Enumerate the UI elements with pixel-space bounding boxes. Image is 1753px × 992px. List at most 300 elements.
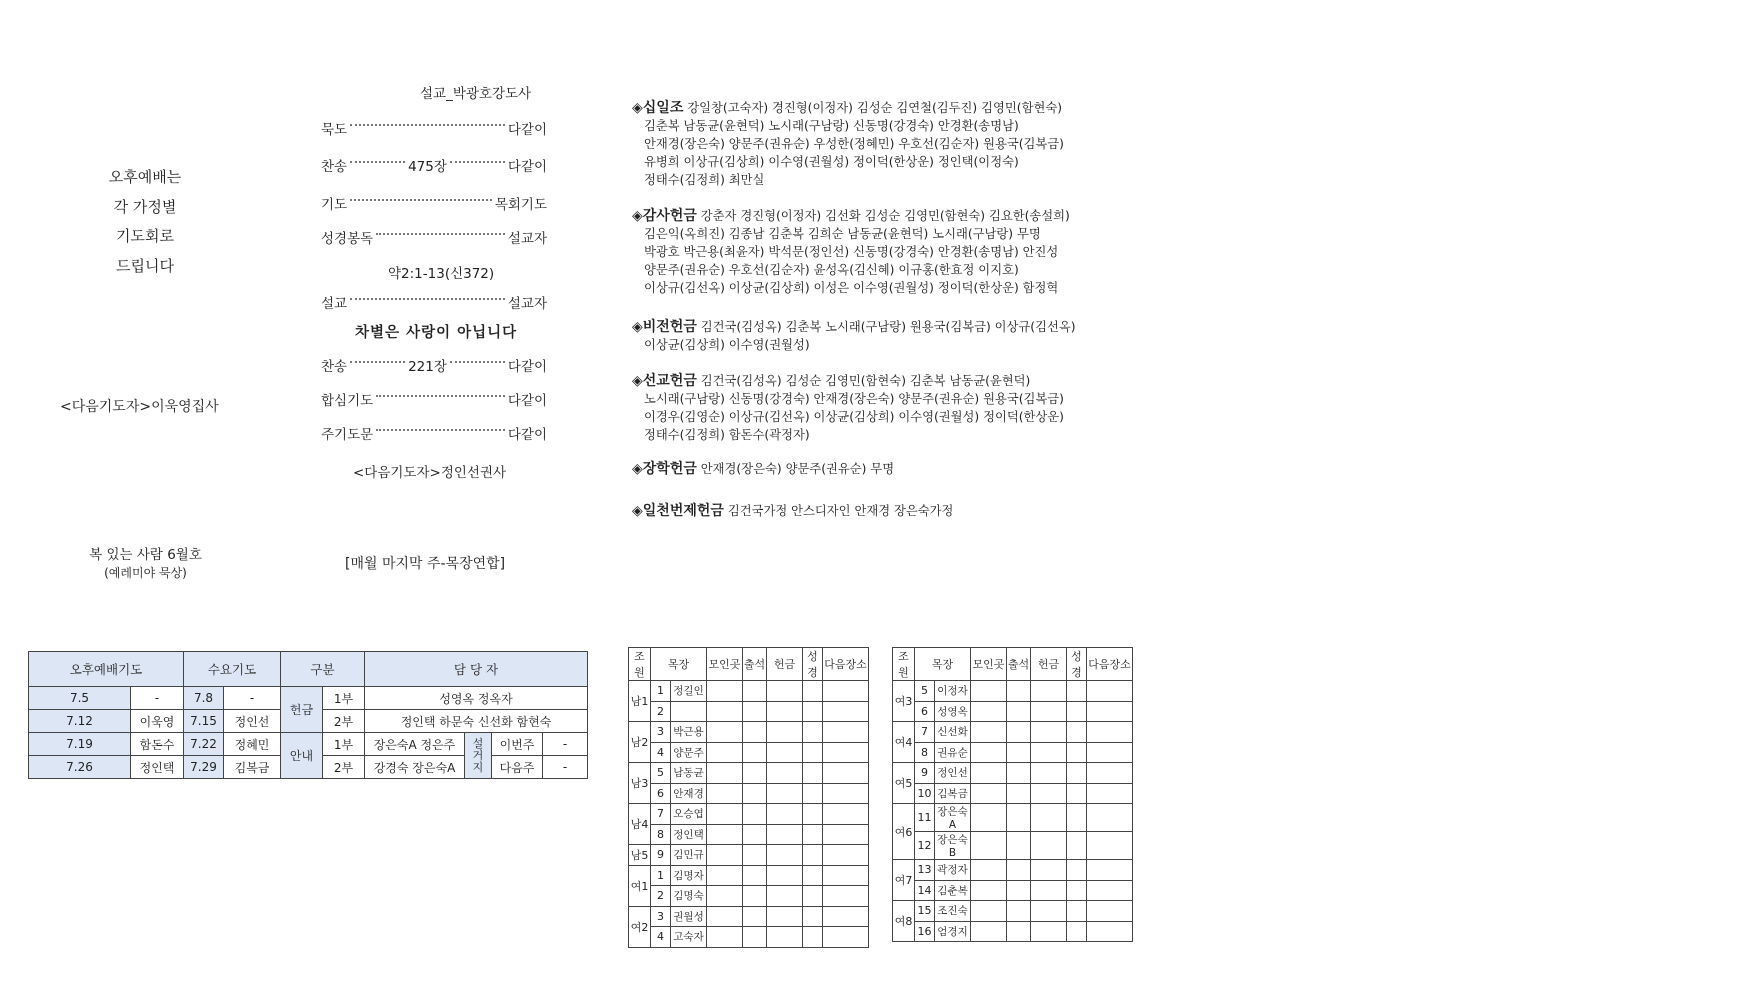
member-number: 6 (915, 701, 935, 722)
empty-cell (743, 783, 767, 804)
empty-cell (707, 804, 743, 825)
next-prayer-leader: <다음기도자>정인선권사 (353, 465, 507, 481)
service-item-label: 설교 (321, 296, 348, 312)
empty-cell (823, 742, 869, 763)
member-name (671, 701, 707, 722)
offering-block (632, 502, 1152, 520)
member-name: 곽정자 (935, 860, 971, 881)
week-label: 이번주 (492, 733, 543, 756)
empty-cell (767, 865, 803, 886)
member-name: 양문주 (671, 742, 707, 763)
date-cell: 7.8 (184, 687, 224, 710)
preacher-label: 설교_박광호강도사 (420, 86, 532, 102)
empty-cell (1007, 763, 1031, 784)
guide-duty-2: 강경숙 장은숙A (365, 756, 465, 779)
empty-cell (1007, 832, 1031, 860)
offering-names: 안재경(장은숙) 양문주(권유순) 무명 (700, 462, 895, 476)
table-row (893, 722, 1133, 743)
empty-cell (1067, 742, 1087, 763)
empty-cell (1067, 783, 1087, 804)
empty-cell (971, 783, 1007, 804)
offering-line (632, 408, 1152, 426)
member-name: 장은숙A (935, 804, 971, 832)
offering-block (632, 318, 1152, 354)
member-number: 5 (651, 763, 671, 784)
empty-cell (767, 783, 803, 804)
offering-line (632, 207, 1152, 225)
empty-cell (1031, 804, 1067, 832)
offering-names: 이경우(김영순) 이상규(김선옥) 이상균(김상희) 이수영(권월성) 정이덕(한상운) (644, 410, 1064, 424)
group-cell: 여2 (629, 906, 651, 947)
empty-cell (971, 763, 1007, 784)
empty-cell (767, 824, 803, 845)
service-item (321, 227, 547, 247)
empty-cell (971, 742, 1007, 763)
empty-cell (1087, 804, 1133, 832)
offering-names: 정태수(김정희) 함돈수(곽정자) (644, 428, 810, 442)
table-row (629, 906, 869, 927)
member-name: 엄경지 (935, 921, 971, 942)
offering-line (632, 153, 1152, 171)
empty-cell (1067, 832, 1087, 860)
table-row (629, 722, 869, 743)
empty-cell (803, 927, 823, 948)
table-row (893, 921, 1133, 942)
offering-names: 이상규(김선옥) 이상균(김상희) 이성은 이수영(권월성) 정이덕(한상운) 함정혁 (644, 281, 1059, 295)
sermon-title: 차별은 사랑이 아닙니다 (355, 325, 518, 341)
table-row (893, 701, 1133, 722)
service-item-label: 묵도 (321, 122, 348, 138)
date-cell: 7.29 (184, 756, 224, 779)
table-row (629, 763, 869, 784)
member-number: 9 (651, 845, 671, 866)
empty-cell (1087, 880, 1133, 901)
empty-cell (1067, 722, 1087, 743)
service-item-value: 다같이 (507, 159, 547, 175)
empty-cell (823, 681, 869, 702)
empty-cell (1007, 901, 1031, 922)
empty-cell (971, 701, 1007, 722)
group-cell: 남5 (629, 845, 651, 866)
member-name: 정길인 (671, 681, 707, 702)
empty-cell (971, 880, 1007, 901)
duty-table (28, 651, 588, 779)
service-item-label: 기도 (321, 197, 348, 213)
empty-cell (803, 906, 823, 927)
empty-cell (823, 804, 869, 825)
category-guide: 안내 (281, 733, 323, 779)
table-row (893, 832, 1133, 860)
offering-names: 강춘자 경진형(이정자) 김선화 김성순 김영민(함현숙) 김요한(송설희) (700, 209, 1070, 223)
dot-leader (350, 298, 505, 300)
offering-line (632, 225, 1152, 243)
attendance-table-right (892, 647, 1133, 942)
member-number: 1 (651, 865, 671, 886)
empty-cell (1067, 921, 1087, 942)
date-cell: 7.15 (184, 710, 224, 733)
member-number: 12 (915, 832, 935, 860)
offering-line (632, 171, 1152, 189)
dot-leader (350, 361, 405, 363)
empty-cell (1031, 832, 1067, 860)
empty-cell (767, 927, 803, 948)
name-cell: 정혜민 (224, 733, 281, 756)
offering-heading: ◈선교헌금 (632, 373, 697, 389)
table-row (893, 742, 1133, 763)
offering-block (632, 99, 1152, 189)
group-cell: 남3 (629, 763, 651, 804)
empty-cell (707, 783, 743, 804)
offering-names: 노시래(구남랑) 신동명(강경숙) 안재경(장은숙) 양문주(권유순) 원용국(김복금) (644, 392, 1064, 406)
part-cell: 1부 (323, 687, 365, 710)
offering-heading: ◈비전헌금 (632, 319, 697, 335)
member-name: 김명자 (671, 865, 707, 886)
service-item (321, 423, 547, 443)
service-item-value: 다같이 (507, 359, 547, 375)
empty-cell (971, 860, 1007, 881)
empty-cell (707, 742, 743, 763)
name-cell: 김복금 (224, 756, 281, 779)
offering-line (632, 336, 1152, 354)
member-number: 5 (915, 681, 935, 702)
member-number: 14 (915, 880, 935, 901)
offering-names: 김춘복 남동균(윤현덕) 노시래(구남랑) 신동명(강경숙) 안경환(송명남) (644, 119, 1019, 133)
empty-cell (971, 722, 1007, 743)
attendance-header: 다음장소 (823, 648, 869, 681)
week-label: 다음주 (492, 756, 543, 779)
group-cell: 여4 (893, 722, 915, 763)
empty-cell (823, 763, 869, 784)
offering-names: 박광호 박근용(최윤자) 박석문(정인선) 신동명(강경숙) 안경환(송명남) 안진성 (644, 245, 1059, 259)
service-item (321, 155, 547, 175)
table-row (893, 783, 1133, 804)
attendance-header: 모인곳 (707, 648, 743, 681)
offering-line (632, 318, 1152, 336)
empty-cell (823, 783, 869, 804)
offering-names: 김건국(김성옥) 김춘복 노시래(구남랑) 원용국(김복금) 이상규(김선옥) (700, 320, 1076, 334)
service-item-label: 성경봉독 (321, 231, 374, 247)
empty-cell (1087, 901, 1133, 922)
dot-leader (376, 429, 505, 431)
offering-heading: ◈장학헌금 (632, 461, 697, 477)
table-row (629, 701, 869, 722)
attendance-header-row (893, 648, 1133, 681)
empty-cell (767, 763, 803, 784)
empty-cell (767, 722, 803, 743)
offering-names: 유병희 이상규(김상희) 이수영(권월성) 정이덕(한상운) 정인택(이정숙) (644, 155, 1019, 169)
empty-cell (1031, 701, 1067, 722)
group-cell: 여8 (893, 901, 915, 942)
empty-cell (1007, 783, 1031, 804)
member-number: 4 (651, 927, 671, 948)
member-name: 김복금 (935, 783, 971, 804)
member-number: 2 (651, 886, 671, 907)
offering-line (632, 117, 1152, 135)
dishwashing-label: 설거지 (465, 733, 492, 779)
member-name: 성영옥 (935, 701, 971, 722)
empty-cell (743, 906, 767, 927)
empty-cell (823, 865, 869, 886)
empty-cell (803, 886, 823, 907)
dot-leader (450, 161, 505, 163)
attendance-table-left (628, 647, 869, 948)
empty-cell (743, 927, 767, 948)
empty-cell (803, 742, 823, 763)
empty-cell (767, 886, 803, 907)
empty-cell (743, 722, 767, 743)
offering-line (632, 261, 1152, 279)
empty-cell (971, 921, 1007, 942)
offering-names: 김건국(김성옥) 김성순 김영민(함현숙) 김춘복 남동균(윤현덕) (700, 374, 1031, 388)
table-row (893, 860, 1133, 881)
member-name: 박근용 (671, 722, 707, 743)
member-number: 3 (651, 722, 671, 743)
empty-cell (707, 722, 743, 743)
date-cell: 7.19 (29, 733, 131, 756)
empty-cell (803, 681, 823, 702)
empty-cell (803, 865, 823, 886)
group-cell: 여5 (893, 763, 915, 804)
service-item-label: 찬송 (321, 159, 348, 175)
empty-cell (1031, 681, 1067, 702)
table-row (893, 880, 1133, 901)
empty-cell (1007, 880, 1031, 901)
empty-cell (1067, 880, 1087, 901)
empty-cell (1067, 701, 1087, 722)
group-cell: 여1 (629, 865, 651, 906)
table-row (893, 763, 1133, 784)
dot-leader (376, 395, 505, 397)
offering-line (632, 243, 1152, 261)
dot-leader (350, 161, 405, 163)
service-item-value: 다같이 (507, 122, 547, 138)
member-number: 8 (651, 824, 671, 845)
member-number: 3 (651, 906, 671, 927)
empty-cell (823, 906, 869, 927)
offering-duty-1: 성영옥 정옥자 (365, 687, 588, 710)
table-row (893, 901, 1133, 922)
service-item (321, 389, 547, 409)
empty-cell (1031, 722, 1067, 743)
table-row (629, 742, 869, 763)
offering-line (632, 372, 1152, 390)
member-name: 오승엽 (671, 804, 707, 825)
offering-line (632, 502, 1152, 520)
offering-duty-2: 정인택 하문숙 신선화 함현숙 (365, 710, 588, 733)
monthly-note: [매월 마지막 주-목장연합] (345, 556, 506, 572)
empty-cell (707, 701, 743, 722)
group-cell: 남2 (629, 722, 651, 763)
offering-names: 양문주(권유순) 우호선(김순자) 윤성옥(김신혜) 이규홍(한효정 이지호) (644, 263, 1019, 277)
empty-cell (803, 701, 823, 722)
member-number: 6 (651, 783, 671, 804)
empty-cell (823, 824, 869, 845)
member-name: 김민규 (671, 845, 707, 866)
offering-names: 강일창(고숙자) 경진형(이정자) 김성순 김연철(김두진) 김영민(함현숙) (687, 101, 1063, 115)
empty-cell (707, 824, 743, 845)
service-item (321, 118, 547, 138)
offering-block (632, 460, 1152, 478)
service-item-value: 다같이 (507, 393, 547, 409)
empty-cell (823, 927, 869, 948)
note-line: 오후예배는 (108, 168, 182, 186)
offering-names: 정태수(김정희) 최만실 (644, 173, 765, 187)
attendance-header: 성경 (803, 648, 823, 681)
member-number: 4 (651, 742, 671, 763)
offering-line (632, 135, 1152, 153)
member-name: 신선화 (935, 722, 971, 743)
attendance-header: 헌금 (767, 648, 803, 681)
empty-cell (743, 742, 767, 763)
empty-cell (1031, 880, 1067, 901)
empty-cell (707, 865, 743, 886)
table-row (629, 865, 869, 886)
group-cell: 남1 (629, 681, 651, 722)
empty-cell (743, 824, 767, 845)
member-number: 8 (915, 742, 935, 763)
table-row (629, 681, 869, 702)
member-number: 7 (915, 722, 935, 743)
note-line: 드립니다 (116, 256, 174, 275)
monthly-title: 복 있는 사람 6월호 (89, 547, 202, 563)
empty-cell (971, 901, 1007, 922)
attendance-header: 다음장소 (1087, 648, 1133, 681)
empty-cell (1087, 681, 1133, 702)
offering-names: 김은익(옥희진) 김종남 김춘복 김희순 남동균(윤현덕) 노시래(구남랑) 무명 (644, 227, 1041, 241)
empty-cell (1007, 742, 1031, 763)
table-row (629, 824, 869, 845)
name-cell: 정인택 (131, 756, 184, 779)
offering-line (632, 390, 1152, 408)
offering-line (632, 460, 1152, 478)
offering-names: 김건국가정 안스디자인 안재경 장은숙가정 (727, 504, 954, 518)
empty-cell (1031, 742, 1067, 763)
name-cell: 함돈수 (131, 733, 184, 756)
member-name: 정인택 (671, 824, 707, 845)
hymn-number: 221장 (408, 359, 447, 375)
empty-cell (767, 742, 803, 763)
empty-cell (1007, 701, 1031, 722)
name-cell: - (224, 687, 281, 710)
empty-cell (767, 681, 803, 702)
part-cell: 2부 (323, 756, 365, 779)
member-name: 고숙자 (671, 927, 707, 948)
empty-cell (1067, 681, 1087, 702)
empty-cell (743, 886, 767, 907)
empty-cell (1067, 860, 1087, 881)
name-cell: 정인선 (224, 710, 281, 733)
empty-cell (1087, 701, 1133, 722)
empty-cell (1031, 763, 1067, 784)
empty-cell (707, 906, 743, 927)
table-row (629, 927, 869, 948)
header-category: 구분 (281, 652, 365, 687)
member-name: 정인선 (935, 763, 971, 784)
table-row (629, 804, 869, 825)
group-cell: 여6 (893, 804, 915, 860)
header-afternoon-prayer: 오후예배기도 (29, 652, 184, 687)
service-item (321, 193, 547, 213)
empty-cell (1007, 681, 1031, 702)
attendance-header: 모인곳 (971, 648, 1007, 681)
empty-cell (743, 701, 767, 722)
attendance-header: 성경 (1067, 648, 1087, 681)
member-name: 권월성 (671, 906, 707, 927)
date-cell: 7.22 (184, 733, 224, 756)
empty-cell (767, 845, 803, 866)
service-item (321, 292, 547, 312)
attendance-header: 조원 (629, 648, 651, 681)
attendance-header: 목장 (651, 648, 707, 681)
offering-block (632, 207, 1152, 297)
empty-cell (823, 845, 869, 866)
guide-duty-1: 장은숙A 정은주 (365, 733, 465, 756)
empty-cell (1031, 921, 1067, 942)
member-number: 13 (915, 860, 935, 881)
empty-cell (971, 681, 1007, 702)
service-item (321, 355, 547, 375)
empty-cell (707, 681, 743, 702)
offering-names: 안재경(장은숙) 양문주(권유순) 우성한(정혜민) 우호선(김순자) 원용국(김복금) (644, 137, 1064, 151)
empty-cell (743, 865, 767, 886)
hymn-number: 475장 (408, 159, 447, 175)
empty-cell (1067, 901, 1087, 922)
table-row (629, 845, 869, 866)
empty-cell (971, 832, 1007, 860)
offering-heading: ◈감사헌금 (632, 208, 697, 224)
date-cell: 7.12 (29, 710, 131, 733)
empty-cell (743, 763, 767, 784)
service-item-label: 주기도문 (321, 427, 374, 443)
empty-cell (1007, 921, 1031, 942)
empty-cell (767, 701, 803, 722)
offering-line (632, 99, 1152, 117)
empty-cell (707, 886, 743, 907)
attendance-header-row (629, 648, 869, 681)
empty-cell (1087, 763, 1133, 784)
member-number: 10 (915, 783, 935, 804)
next-prayer-leader-left: <다음기도자>이욱영집사 (60, 399, 219, 415)
empty-cell (707, 845, 743, 866)
member-name: 김춘복 (935, 880, 971, 901)
member-name: 김명숙 (671, 886, 707, 907)
week-value: - (543, 733, 588, 756)
empty-cell (1031, 860, 1067, 881)
afternoon-service-note (90, 163, 200, 281)
member-number: 9 (915, 763, 935, 784)
member-name: 장은숙B (935, 832, 971, 860)
member-number: 16 (915, 921, 935, 942)
empty-cell (767, 906, 803, 927)
empty-cell (743, 681, 767, 702)
empty-cell (1031, 783, 1067, 804)
member-name: 남동균 (671, 763, 707, 784)
date-cell: 7.5 (29, 687, 131, 710)
attendance-header: 조원 (893, 648, 915, 681)
service-item-value: 목회기도 (494, 197, 547, 213)
attendance-header: 출석 (743, 648, 767, 681)
header-wednesday-prayer: 수요기도 (184, 652, 281, 687)
member-number: 2 (651, 701, 671, 722)
empty-cell (803, 804, 823, 825)
empty-cell (1007, 860, 1031, 881)
empty-cell (1031, 901, 1067, 922)
table-row (893, 681, 1133, 702)
empty-cell (1007, 804, 1031, 832)
attendance-header: 목장 (915, 648, 971, 681)
part-cell: 1부 (323, 733, 365, 756)
empty-cell (971, 804, 1007, 832)
